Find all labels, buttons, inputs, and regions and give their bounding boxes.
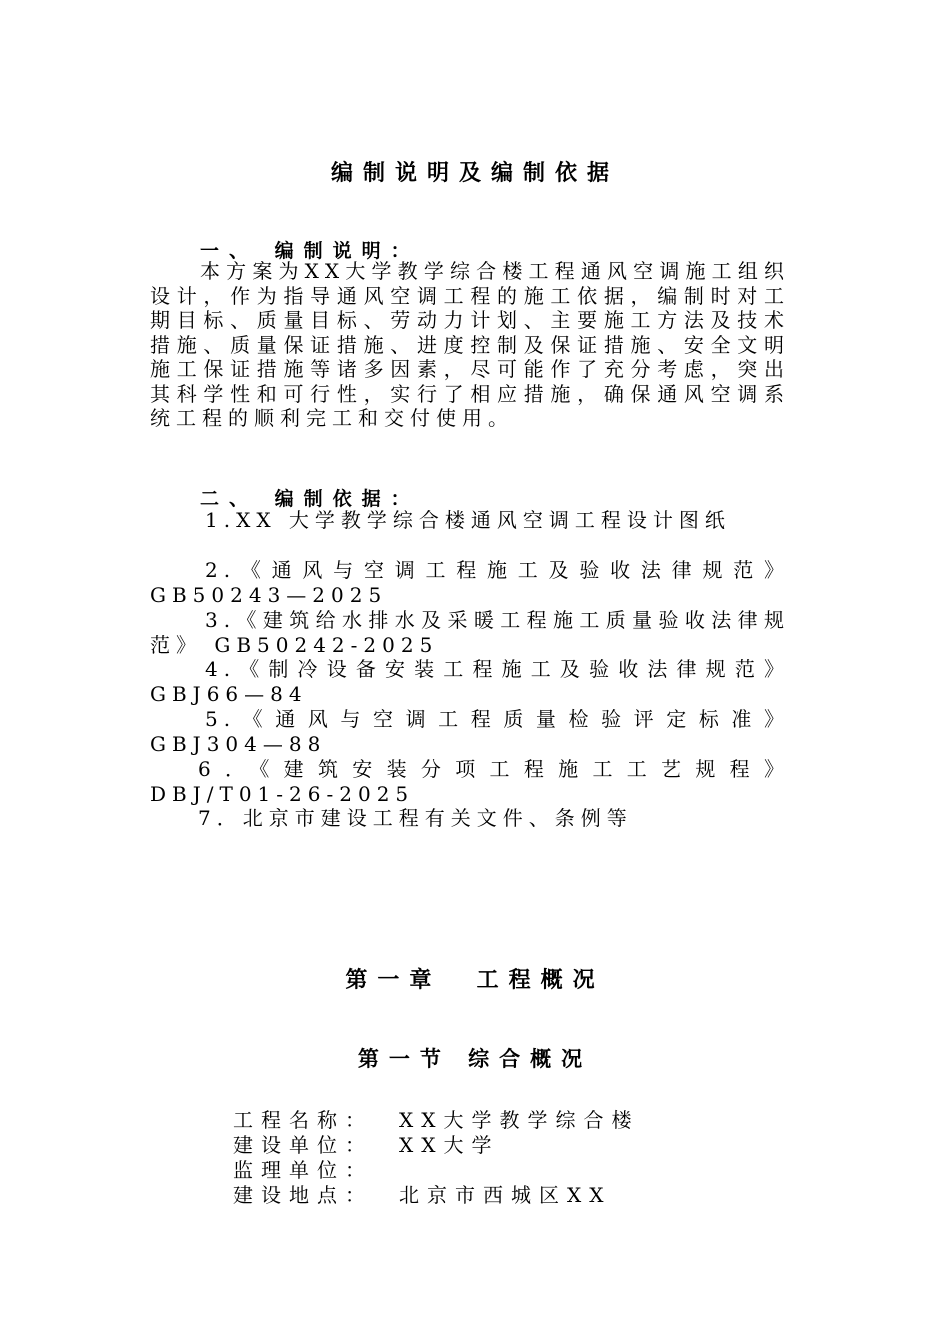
basis-item-5: 5.《通风与空调工程质量检验评定标准》 GBJ304—88 [150, 707, 790, 756]
basis-item-4: 4.《制冷设备安装工程施工及验收法律规范》 GBJ66—84 [150, 657, 790, 706]
chapter-title: 第一章 工程概况 [345, 968, 605, 993]
info-value: XX大学 [399, 1133, 500, 1157]
info-label: 建设单位： [233, 1133, 373, 1157]
basis-item-7: 7．北京市建设工程有关文件、条例等 [198, 806, 633, 830]
document-title: 编制说明及编制依据 [330, 161, 619, 186]
section-heading-compile-basis: 二、 编制依据： [200, 488, 420, 510]
info-label: 监理单位： [233, 1158, 373, 1182]
info-row-supervisor [233, 1158, 399, 1183]
info-label: 建设地点： [233, 1183, 373, 1207]
section-title: 第一节 综合概况 [357, 1047, 593, 1071]
basis-item-6: 6．《建筑安装分项工程施工工艺规程》 DBJ/T01-26-2025 [150, 757, 790, 806]
info-value: 北京市西城区XX [399, 1183, 612, 1207]
compile-notes-paragraph: 本方案为XX大学教学综合楼工程通风空调施工组织设计，作为指导通风空调工程的施工依据，编制时对工期目标、质量目标、劳动力计划、主要施工方法及技术措施、质量保证措施、进度控制及保证措施、安全文明施工保证措施等诸多因素，尽可能作了充分考虑，突出其科学性和可行性，实行了相应措施，确保通风空调系统工程的顺利完工和交付使用。 [150, 259, 790, 430]
info-row-owner [233, 1133, 499, 1158]
basis-item-1: 1.XX 大学教学综合楼通风空调工程设计图纸 [205, 508, 731, 532]
section-heading-compile-notes: 一、 编制说明： [200, 240, 420, 262]
info-label: 工程名称： [233, 1108, 373, 1132]
info-row-location [233, 1183, 611, 1208]
info-value: XX大学教学综合楼 [399, 1108, 640, 1132]
basis-item-2: 2.《通风与空调工程施工及验收法律规范》 GB50243—2025 [150, 558, 790, 607]
basis-item-3: 3.《建筑给水排水及采暖工程施工质量验收法律规范》 GB50242-2025 [150, 608, 790, 657]
info-row-project-name [233, 1108, 639, 1133]
